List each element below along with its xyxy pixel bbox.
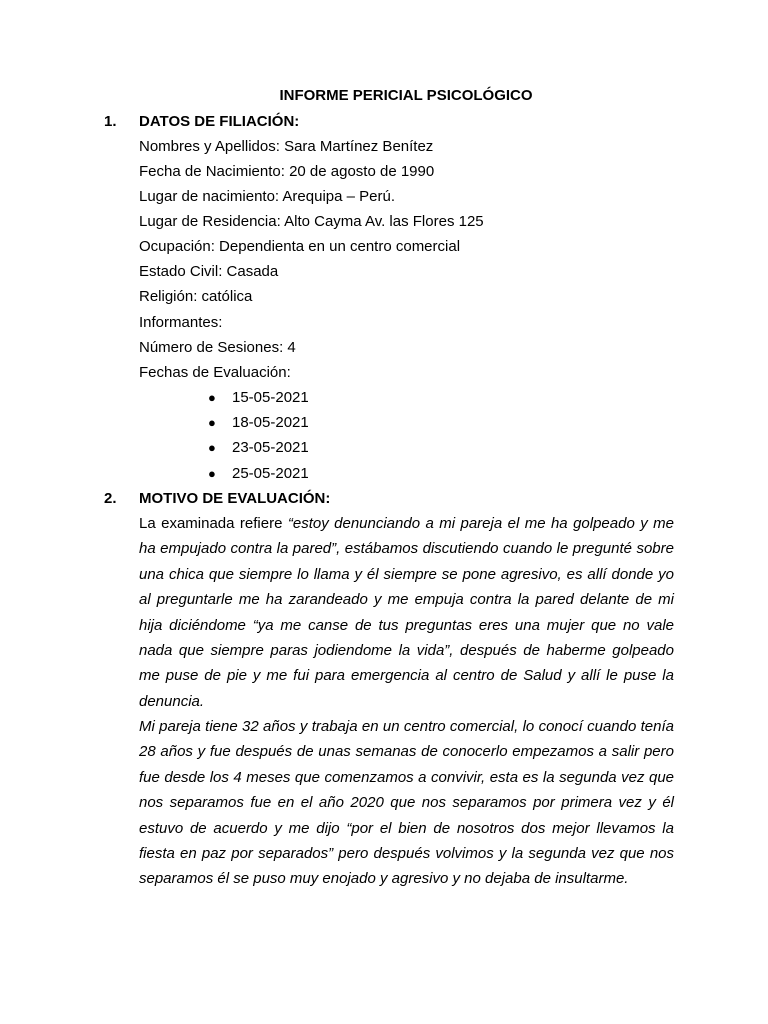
bullet-icon: ●: [208, 440, 216, 455]
field-religion: Religión: católica: [139, 288, 253, 305]
bullet-icon: ●: [208, 390, 216, 405]
bullet-icon: ●: [208, 466, 216, 481]
section-1-title: DATOS DE FILIACIÓN:: [139, 113, 300, 130]
list-item: [208, 388, 309, 408]
field-nombres: Nombres y Apellidos: Sara Martínez Benítez: [139, 138, 434, 155]
section-2-number: 2.: [104, 490, 117, 507]
section-2-heading: [104, 489, 330, 509]
evaluation-date: 15-05-2021: [232, 389, 309, 406]
field-lugar-nacimiento: Lugar de nacimiento: Arequipa – Perú.: [139, 188, 396, 205]
section-1-heading: [104, 112, 299, 132]
list-item: [208, 464, 309, 484]
report-title: INFORME PERICIAL PSICOLÓGICO: [279, 87, 533, 104]
field-fechas-evaluacion: Fechas de Evaluación:: [139, 364, 291, 381]
paragraph-motivo-1: [139, 511, 674, 714]
bullet-icon: ●: [208, 415, 216, 430]
evaluation-date: 18-05-2021: [232, 414, 309, 431]
field-estado-civil: Estado Civil: Casada: [139, 263, 279, 280]
paragraph-motivo-2: Mi pareja tiene 32 años y trabaja en un centro comercial, lo conocí cuando tenía 28 años y fue después de unas semanas de conocerlo empezamos a salir pero fue desde los 4 meses que comenzamos a convivir, esta es la segunda vez que nos separamos fue en el año 2020 que nos separamos por primera vez y él estuvo de acuerdo y me dijo “por el bien de nosotros dos mejor llevamos la fiesta en paz por separados” pero después volvimos y la segunda vez que nos separamos él se puso muy enojado y agresivo y no dejaba de insultarme.: [139, 718, 674, 888]
paragraph-lead: La examinada refiere: [139, 515, 288, 532]
paragraph-quote: “estoy denunciando a mi pareja el me ha golpeado y me ha empujado contra la pared”, estábamos discutiendo cuando le pregunté sobre una chica que siempre lo llama y él siempre se pone agresivo, es allí donde yo al preguntarle me ha zarandeado y me empuja contra la pared delante de mi hija diciéndome “ya me canse de tus preguntas eres una mujer que no vale nada que siempre paras jodiendome la vida”, después de haberme golpeado me puse de pie y me fui para emergencia al centro de Salud y allí le puse la denuncia.: [139, 515, 674, 710]
field-numero-sesiones: Número de Sesiones: 4: [139, 339, 296, 356]
evaluation-date: 25-05-2021: [232, 465, 309, 482]
section-1-number: 1.: [104, 113, 117, 130]
field-informantes: Informantes:: [139, 314, 223, 331]
evaluation-date: 23-05-2021: [232, 439, 309, 456]
field-fecha-nacimiento: Fecha de Nacimiento: 20 de agosto de 1990: [139, 163, 435, 180]
section-2-title: MOTIVO DE EVALUACIÓN:: [139, 490, 331, 507]
list-item: [208, 438, 309, 458]
list-item: [208, 413, 309, 433]
field-lugar-residencia: Lugar de Residencia: Alto Cayma Av. las Flores 125: [139, 213, 484, 230]
field-ocupacion: Ocupación: Dependienta en un centro comercial: [139, 238, 461, 255]
